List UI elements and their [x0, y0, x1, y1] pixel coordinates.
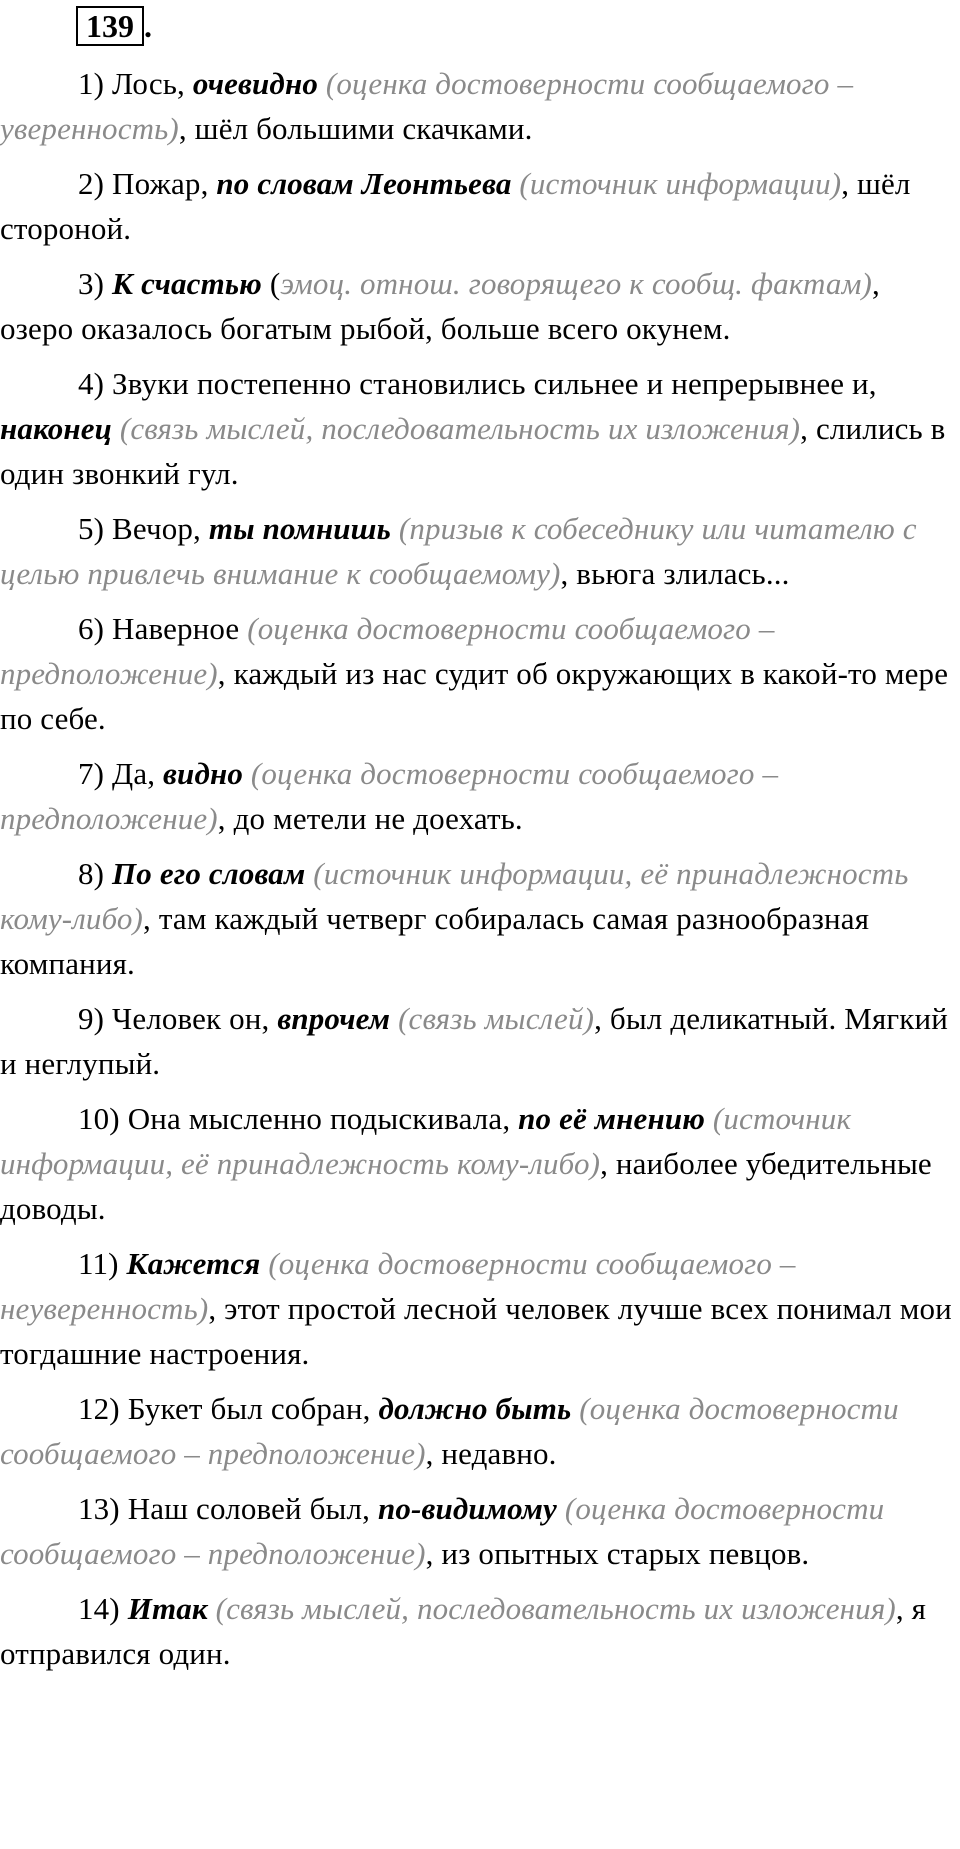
- exercise-number: [76, 6, 152, 46]
- item-number: 10): [78, 1101, 120, 1136]
- introductory-word: по словам Леонтьева: [216, 166, 512, 201]
- list-item: [0, 851, 960, 986]
- list-item: [0, 161, 960, 251]
- item-number: 1): [78, 66, 105, 101]
- introductory-word: К счастью: [112, 266, 262, 301]
- meaning-note: (оценка достоверности сообщаемого – предположение): [0, 1491, 885, 1571]
- meaning-note: (оценка достоверности сообщаемого – предположение): [0, 611, 775, 691]
- exercise-number-box: [76, 6, 144, 46]
- meaning-note: (оценка достоверности сообщаемого – уверенность): [0, 66, 854, 146]
- item-text-mid: [391, 511, 399, 546]
- item-text-after: , из опытных старых певцов.: [425, 1536, 810, 1571]
- item-number: 5): [78, 511, 105, 546]
- meaning-note: (оценка достоверности сообщаемого – предположение): [0, 756, 779, 836]
- list-item: [0, 606, 960, 741]
- item-text-after: , шёл большими скачками.: [178, 111, 533, 146]
- item-text-after: , каждый из нас судит об окружающих в какой-то мере по себе.: [0, 656, 949, 736]
- item-text-before: Наверное: [112, 611, 240, 646]
- item-text-mid: [208, 1591, 216, 1626]
- introductory-word: по-видимому: [377, 1491, 557, 1526]
- item-number: 4): [78, 366, 105, 401]
- introductory-word: должно быть: [378, 1391, 572, 1426]
- list-item: [0, 506, 960, 596]
- item-text-before: Пожар,: [112, 166, 217, 201]
- item-text-after: , наиболее убедительные доводы.: [0, 1146, 932, 1226]
- introductory-word: видно: [163, 756, 243, 791]
- item-text-before: Лось,: [112, 66, 193, 101]
- item-text-before: Наш соловей был,: [127, 1491, 378, 1526]
- introductory-word: Итак: [127, 1591, 208, 1626]
- meaning-note: (связь мыслей, последовательность их изложения): [119, 411, 801, 446]
- item-number: 13): [78, 1491, 120, 1526]
- item-text-after: , шёл стороной.: [0, 166, 911, 246]
- list-item: [0, 1096, 960, 1231]
- exercise-number-text: 139: [86, 8, 134, 44]
- list-item: [0, 751, 960, 841]
- introductory-word: Кажется: [126, 1246, 261, 1281]
- meaning-note: (связь мыслей): [398, 1001, 595, 1036]
- item-text-after: , вьюга злилась...: [560, 556, 790, 591]
- item-text-mid: (: [261, 266, 281, 301]
- item-text-before: Человек он,: [112, 1001, 278, 1036]
- item-text-before: Звуки постепенно становились сильнее и непрерывнее и,: [112, 366, 877, 401]
- exercise-number-suffix: .: [144, 8, 152, 44]
- meaning-note: эмоц. отнош. говорящего к сообщ. фактам): [280, 266, 872, 301]
- meaning-note: (призыв к собеседнику или читателю с целью привлечь внимание к сообщаемому): [0, 511, 917, 591]
- list-item: [0, 61, 960, 151]
- item-text-after: , этот простой лесной человек лучше всех понимал мои тогдашние настроения.: [0, 1291, 952, 1371]
- meaning-note: (источник информации): [519, 166, 842, 201]
- item-number: 14): [78, 1591, 120, 1626]
- item-text-mid: [318, 66, 326, 101]
- item-text-after: , озеро оказалось богатым рыбой, больше всего окунем.: [0, 266, 880, 346]
- item-text-after: , там каждый четверг собиралась самая разнообразная компания.: [0, 901, 870, 981]
- introductory-word: По его словам: [112, 856, 306, 891]
- list-item: [0, 996, 960, 1086]
- meaning-note: (оценка достоверности сообщаемого – предположение): [0, 1391, 899, 1471]
- item-text-before: Она мысленно подыскивала,: [127, 1101, 519, 1136]
- item-number: 2): [78, 166, 105, 201]
- item-text-before: Вечор,: [112, 511, 209, 546]
- item-text-mid: [243, 756, 251, 791]
- item-number: 3): [78, 266, 105, 301]
- item-text-mid: [112, 411, 120, 446]
- item-text-before: Букет был собран,: [127, 1391, 379, 1426]
- item-text-mid: [705, 1101, 713, 1136]
- list-item: [0, 361, 960, 496]
- item-text-mid: [390, 1001, 398, 1036]
- introductory-word: впрочем: [277, 1001, 391, 1036]
- introductory-word: по её мнению: [518, 1101, 705, 1136]
- introductory-word: наконец: [0, 411, 113, 446]
- item-text-after: , был деликатный. Мягкий и неглупый.: [0, 1001, 948, 1081]
- answer-list: [0, 61, 960, 1686]
- list-item: [0, 1586, 960, 1676]
- meaning-note: (связь мыслей, последовательность их изложения): [215, 1591, 896, 1626]
- meaning-note: (источник информации, её принадлежность кому-либо): [0, 856, 909, 936]
- introductory-word: очевидно: [192, 66, 318, 101]
- item-text-after: , до метели не доехать.: [217, 801, 523, 836]
- introductory-word: ты помнишь: [208, 511, 391, 546]
- item-number: 9): [78, 1001, 105, 1036]
- item-number: 8): [78, 856, 105, 891]
- item-number: 7): [78, 756, 105, 791]
- item-text-before: Да,: [112, 756, 164, 791]
- item-text-after: , недавно.: [425, 1436, 557, 1471]
- list-item: [0, 1386, 960, 1476]
- item-number: 6): [78, 611, 105, 646]
- item-text-after: , слились в один звонкий гул.: [0, 411, 946, 491]
- item-number: 12): [78, 1391, 120, 1426]
- list-item: [0, 261, 960, 351]
- list-item: [0, 1241, 960, 1376]
- list-item: [0, 1486, 960, 1576]
- meaning-note: (оценка достоверности сообщаемого – неуверенность): [0, 1246, 796, 1326]
- meaning-note: (источник информации, её принадлежность кому-либо): [0, 1101, 852, 1181]
- item-text-mid: [557, 1491, 565, 1526]
- item-number: 11): [78, 1246, 119, 1281]
- item-text-after: , я отправился один.: [0, 1591, 927, 1671]
